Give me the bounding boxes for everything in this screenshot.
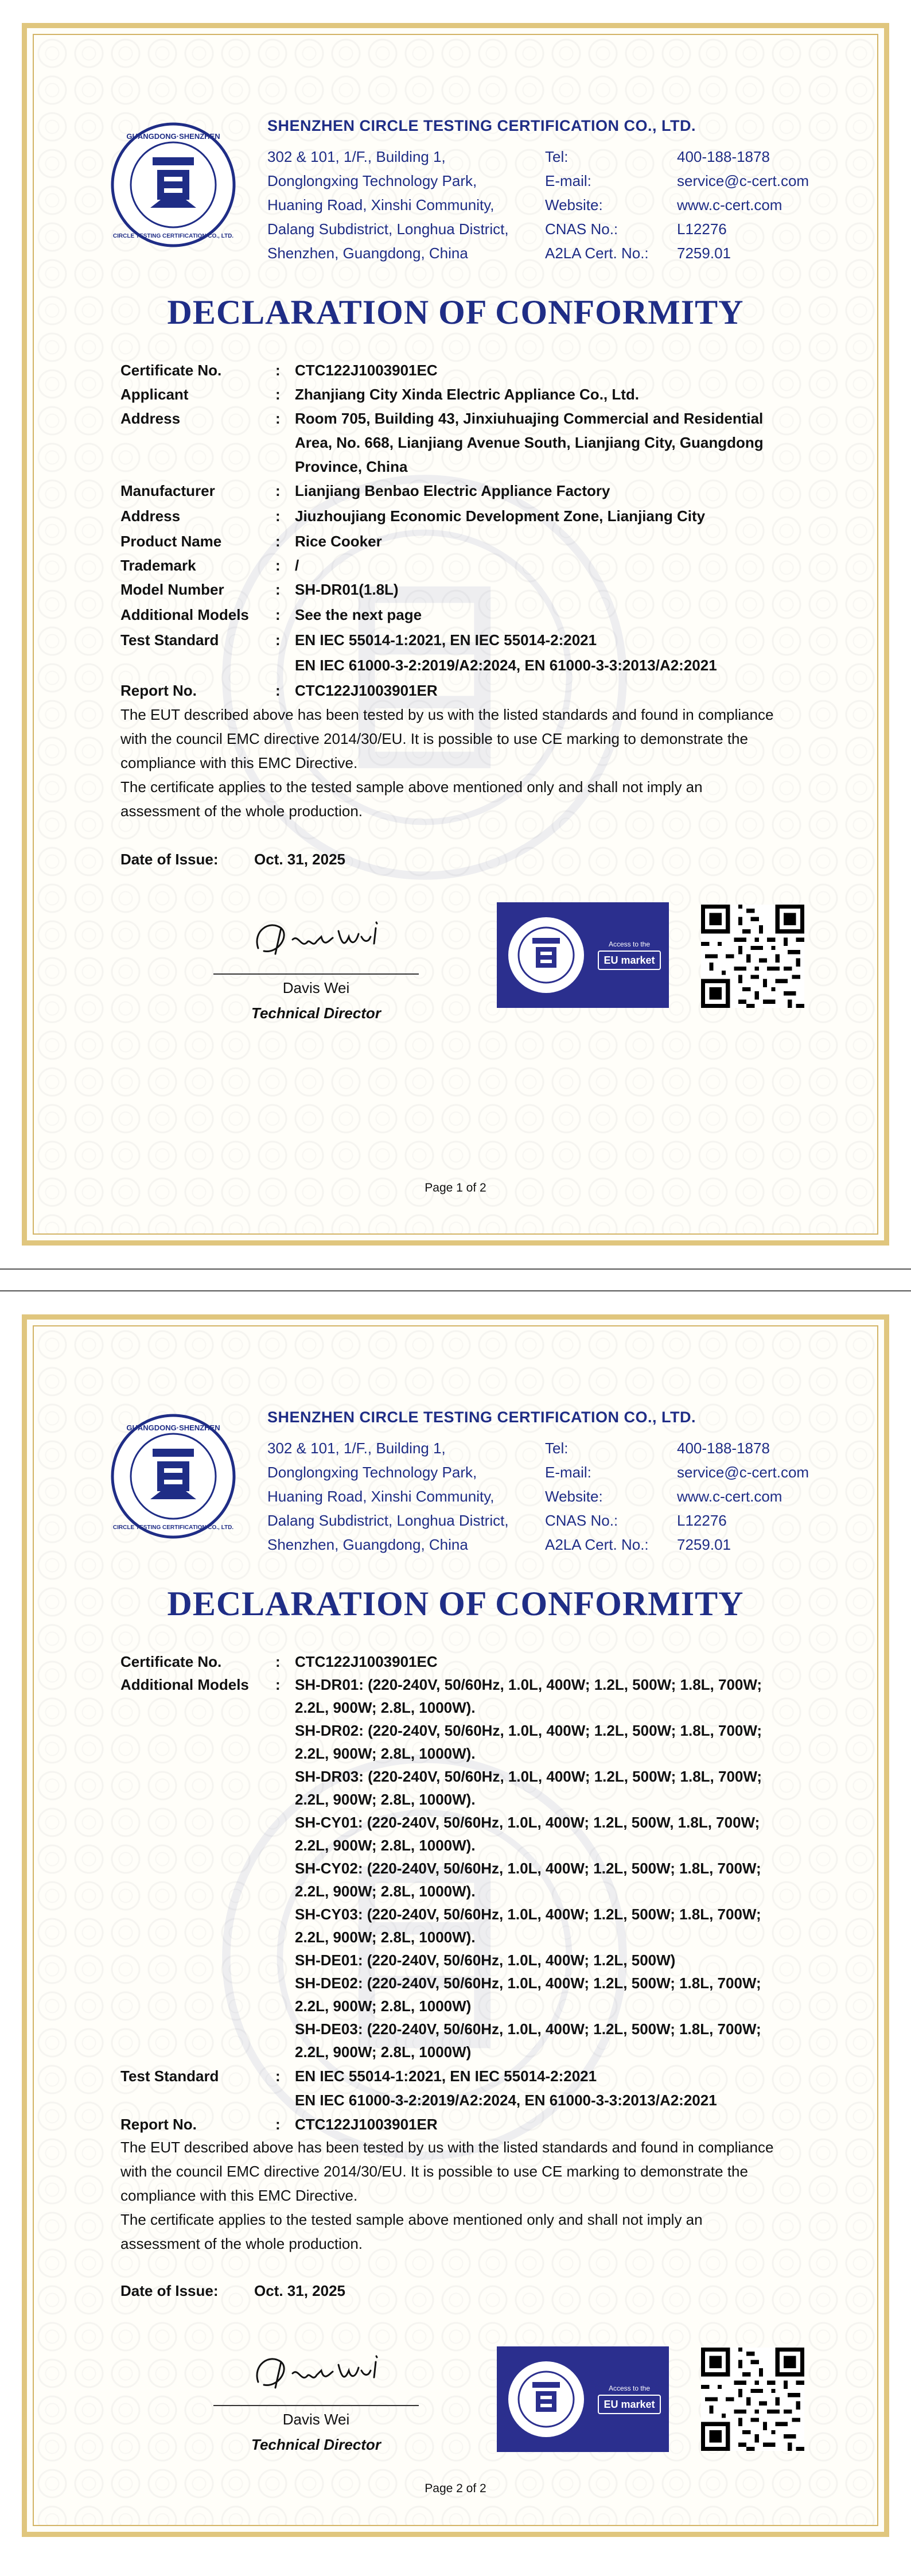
applicant-value: Zhanjiang City Xinda Electric Appliance Co., Ltd.: [295, 386, 640, 403]
contact-cnas: L12276: [677, 220, 727, 238]
field-colon: :: [275, 682, 281, 699]
company-address-line: 302 & 101, 1/F., Building 1,: [267, 1440, 446, 1457]
model-spec-line: SH-DR01: (220-240V, 50/60Hz, 1.0L, 400W; 1.2L, 500W; 1.8L, 700W;: [295, 1676, 762, 1693]
company-name: SHENZHEN CIRCLE TESTING CERTIFICATION CO., LTD.: [267, 1409, 696, 1426]
contact-a2la: 7259.01: [677, 245, 731, 262]
company-address-line: 302 & 101, 1/F., Building 1,: [267, 148, 446, 165]
field-colon: :: [275, 2067, 281, 2085]
contact-label: Tel:: [545, 148, 569, 165]
signatory-name: Davis Wei: [282, 979, 350, 996]
model-spec-line: 2.2L, 900W; 2.8L, 1000W).: [295, 1883, 476, 1900]
field-label: Report No.: [120, 2116, 197, 2133]
manufacturer-address: Jiuzhoujiang Economic Development Zone, Lianjiang City: [295, 507, 706, 525]
signatory-name: Davis Wei: [282, 2411, 350, 2428]
contact-label: Tel:: [545, 1440, 569, 1457]
statement-line: with the council EMC directive 2014/30/EU. It is possible to use CE marking to demonstrate the: [120, 730, 748, 747]
field-label: Additional Models: [120, 1676, 249, 1693]
signatory-title: Technical Director: [251, 2436, 381, 2453]
certificate-number: CTC122J1003901EC: [295, 362, 438, 379]
field-label: Product Name: [120, 533, 222, 550]
eu-market-badge: [497, 2346, 669, 2452]
badge-market-text: EU market: [598, 951, 661, 970]
contact-label: E-mail:: [545, 172, 591, 189]
model-spec-line: 2.2L, 900W; 2.8L, 1000W).: [295, 1929, 476, 1946]
contact-tel: 400-188-1878: [677, 1440, 770, 1457]
badge-seal-logo: [506, 2359, 586, 2439]
svg-text:CIRCLE TESTING CERTIFICATION C: CIRCLE TESTING CERTIFICATION CO., LTD.: [112, 233, 234, 239]
company-address-line: Shenzhen, Guangdong, China: [267, 245, 468, 262]
company-seal-logo: [110, 122, 236, 248]
test-standard-line: EN IEC 55014-1:2021, EN IEC 55014-2:2021: [295, 631, 597, 649]
field-label: Test Standard: [120, 2067, 219, 2085]
field-label: Address: [120, 410, 181, 427]
contact-label: CNAS No.:: [545, 1512, 618, 1529]
field-label: Certificate No.: [120, 362, 222, 379]
statement-line: assessment of the whole production.: [120, 2235, 363, 2252]
statement-line: compliance with this EMC Directive.: [120, 754, 358, 771]
field-colon: :: [275, 482, 281, 499]
badge-seal-logo: [506, 915, 586, 995]
applicant-address-line: Province, China: [295, 458, 408, 475]
svg-text:GUANGDONG·SHENZHEN: GUANGDONG·SHENZHEN: [126, 132, 220, 141]
model-spec-line: SH-CY01: (220-240V, 50/60Hz, 1.0L, 400W; 1.2L, 500W, 1.8L, 700W;: [295, 1814, 760, 1831]
document-title: DECLARATION OF CONFORMITY: [167, 1585, 744, 1623]
field-label: Address: [120, 507, 181, 525]
company-address-line: Dalang Subdistrict, Longhua District,: [267, 220, 509, 238]
model-spec-line: SH-CY03: (220-240V, 50/60Hz, 1.0L, 400W; 1.2L, 500W; 1.8L, 700W;: [295, 1906, 761, 1923]
additional-models-value: See the next page: [295, 606, 422, 623]
eu-market-badge: [497, 902, 669, 1008]
contact-email: service@c-cert.com: [677, 172, 809, 189]
model-spec-line: SH-DE01: (220-240V, 50/60Hz, 1.0L, 400W; 1.2L, 500W): [295, 1952, 676, 1969]
contact-label: Website:: [545, 196, 603, 214]
test-standard-line: EN IEC 61000-3-2:2019/A2:2024, EN 61000-3-3:2013/A2:2021: [295, 657, 717, 674]
model-spec-line: 2.2L, 900W; 2.8L, 1000W).: [295, 1745, 476, 1762]
field-colon: :: [275, 410, 281, 427]
trademark-value: /: [295, 557, 299, 574]
badge-access-text: Access to the: [608, 2384, 651, 2392]
qr-code-icon: [701, 2348, 804, 2451]
company-address-line: Dalang Subdistrict, Longhua District,: [267, 1512, 509, 1529]
company-address-line: Donglongxing Technology Park,: [267, 172, 477, 189]
date-of-issue-value: Oct. 31, 2025: [254, 851, 345, 868]
document-title: DECLARATION OF CONFORMITY: [167, 293, 744, 331]
date-of-issue-value: Oct. 31, 2025: [254, 2282, 345, 2299]
model-spec-line: SH-DR02: (220-240V, 50/60Hz, 1.0L, 400W; 1.2L, 500W; 1.8L, 700W;: [295, 1722, 762, 1739]
model-spec-line: SH-DE03: (220-240V, 50/60Hz, 1.0L, 400W; 1.2L, 500W; 1.8L, 700W;: [295, 2020, 761, 2038]
contact-label: Website:: [545, 1488, 603, 1505]
field-label: Report No.: [120, 682, 197, 699]
test-standard-line: EN IEC 55014-1:2021, EN IEC 55014-2:2021: [295, 2067, 597, 2085]
contact-label: A2LA Cert. No.:: [545, 245, 649, 262]
field-colon: :: [275, 386, 281, 403]
page-number: Page 2 of 2: [425, 2482, 486, 2495]
report-number: CTC122J1003901ER: [295, 682, 438, 699]
manufacturer-value: Lianjiang Benbao Electric Appliance Factory: [295, 482, 610, 499]
field-colon: :: [275, 362, 281, 379]
model-spec-line: 2.2L, 900W; 2.8L, 1000W): [295, 2043, 472, 2061]
field-colon: :: [275, 507, 281, 525]
field-colon: :: [275, 581, 281, 598]
signatory-title: Technical Director: [251, 1004, 381, 1022]
model-number: SH-DR01(1.8L): [295, 581, 399, 598]
certificate-page-2: [0, 1291, 911, 2560]
field-colon: :: [275, 1653, 281, 1670]
field-label: Test Standard: [120, 631, 219, 649]
contact-email: service@c-cert.com: [677, 1464, 809, 1481]
product-name: Rice Cooker: [295, 533, 382, 550]
report-number: CTC122J1003901ER: [295, 2116, 438, 2133]
company-address-line: Huaning Road, Xinshi Community,: [267, 196, 495, 214]
signature-line: [213, 973, 419, 975]
field-colon: :: [275, 533, 281, 550]
field-label: Additional Models: [120, 606, 249, 623]
statement-line: compliance with this EMC Directive.: [120, 2187, 358, 2204]
model-spec-line: SH-CY02: (220-240V, 50/60Hz, 1.0L, 400W; 1.2L, 500W; 1.8L, 700W;: [295, 1860, 761, 1877]
qr-code-icon: [701, 905, 804, 1008]
contact-website: www.c-cert.com: [677, 196, 782, 214]
company-seal-logo: [110, 1413, 236, 1539]
contact-label: CNAS No.:: [545, 220, 618, 238]
field-colon: :: [275, 557, 281, 574]
field-label: Manufacturer: [120, 482, 215, 499]
statement-line: The EUT described above has been tested by us with the listed standards and found in compliance: [120, 2139, 774, 2156]
signature-image: [247, 2342, 396, 2399]
contact-a2la: 7259.01: [677, 1536, 731, 1553]
certificate-number: CTC122J1003901EC: [295, 1653, 438, 1670]
field-label: Model Number: [120, 581, 224, 598]
statement-line: The EUT described above has been tested by us with the listed standards and found in compliance: [120, 706, 774, 723]
statement-line: assessment of the whole production.: [120, 802, 363, 820]
model-spec-line: SH-DR03: (220-240V, 50/60Hz, 1.0L, 400W; 1.2L, 500W; 1.8L, 700W;: [295, 1768, 762, 1785]
svg-text:CIRCLE TESTING CERTIFICATION C: CIRCLE TESTING CERTIFICATION CO., LTD.: [112, 1524, 234, 1531]
applicant-address-line: Area, No. 668, Lianjiang Avenue South, Lianjiang City, Guangdong: [295, 434, 764, 451]
model-spec-line: 2.2L, 900W; 2.8L, 1000W).: [295, 1837, 476, 1854]
contact-tel: 400-188-1878: [677, 148, 770, 165]
company-address-line: Huaning Road, Xinshi Community,: [267, 1488, 495, 1505]
model-spec-line: SH-DE02: (220-240V, 50/60Hz, 1.0L, 400W; 1.2L, 500W; 1.8L, 700W;: [295, 1974, 761, 1992]
field-colon: :: [275, 2116, 281, 2133]
page-number: Page 1 of 2: [425, 1181, 486, 1194]
statement-line: The certificate applies to the tested sample above mentioned only and shall not imply an: [120, 2211, 703, 2228]
contact-cnas: L12276: [677, 1512, 727, 1529]
model-spec-line: 2.2L, 900W; 2.8L, 1000W).: [295, 1699, 476, 1716]
contact-label: E-mail:: [545, 1464, 591, 1481]
company-name: SHENZHEN CIRCLE TESTING CERTIFICATION CO., LTD.: [267, 117, 696, 134]
badge-access-text: Access to the: [608, 940, 651, 948]
certificate-page-1: [0, 0, 911, 1268]
page-separator: [0, 1268, 911, 1291]
field-colon: :: [275, 606, 281, 623]
field-colon: :: [275, 631, 281, 649]
test-standard-line: EN IEC 61000-3-2:2019/A2:2024, EN 61000-3-3:2013/A2:2021: [295, 2092, 717, 2109]
field-label: Applicant: [120, 386, 189, 403]
statement-line: with the council EMC directive 2014/30/EU. It is possible to use CE marking to demonstrate the: [120, 2163, 748, 2180]
company-address-line: Donglongxing Technology Park,: [267, 1464, 477, 1481]
date-of-issue-label: Date of Issue:: [120, 851, 219, 868]
model-spec-line: 2.2L, 900W; 2.8L, 1000W).: [295, 1791, 476, 1808]
company-address-line: Shenzhen, Guangdong, China: [267, 1536, 468, 1553]
date-of-issue-label: Date of Issue:: [120, 2282, 219, 2299]
contact-label: A2LA Cert. No.:: [545, 1536, 649, 1553]
badge-market-text: EU market: [598, 2395, 661, 2414]
model-spec-line: 2.2L, 900W; 2.8L, 1000W): [295, 1997, 472, 2015]
field-colon: :: [275, 1676, 281, 1693]
field-label: Certificate No.: [120, 1653, 222, 1670]
signature-image: [247, 908, 396, 965]
statement-line: The certificate applies to the tested sample above mentioned only and shall not imply an: [120, 778, 703, 796]
svg-text:GUANGDONG·SHENZHEN: GUANGDONG·SHENZHEN: [126, 1423, 220, 1432]
contact-website: www.c-cert.com: [677, 1488, 782, 1505]
applicant-address-line: Room 705, Building 43, Jinxiuhuajing Commercial and Residential: [295, 410, 764, 427]
signature-line: [213, 2405, 419, 2406]
field-label: Trademark: [120, 557, 196, 574]
